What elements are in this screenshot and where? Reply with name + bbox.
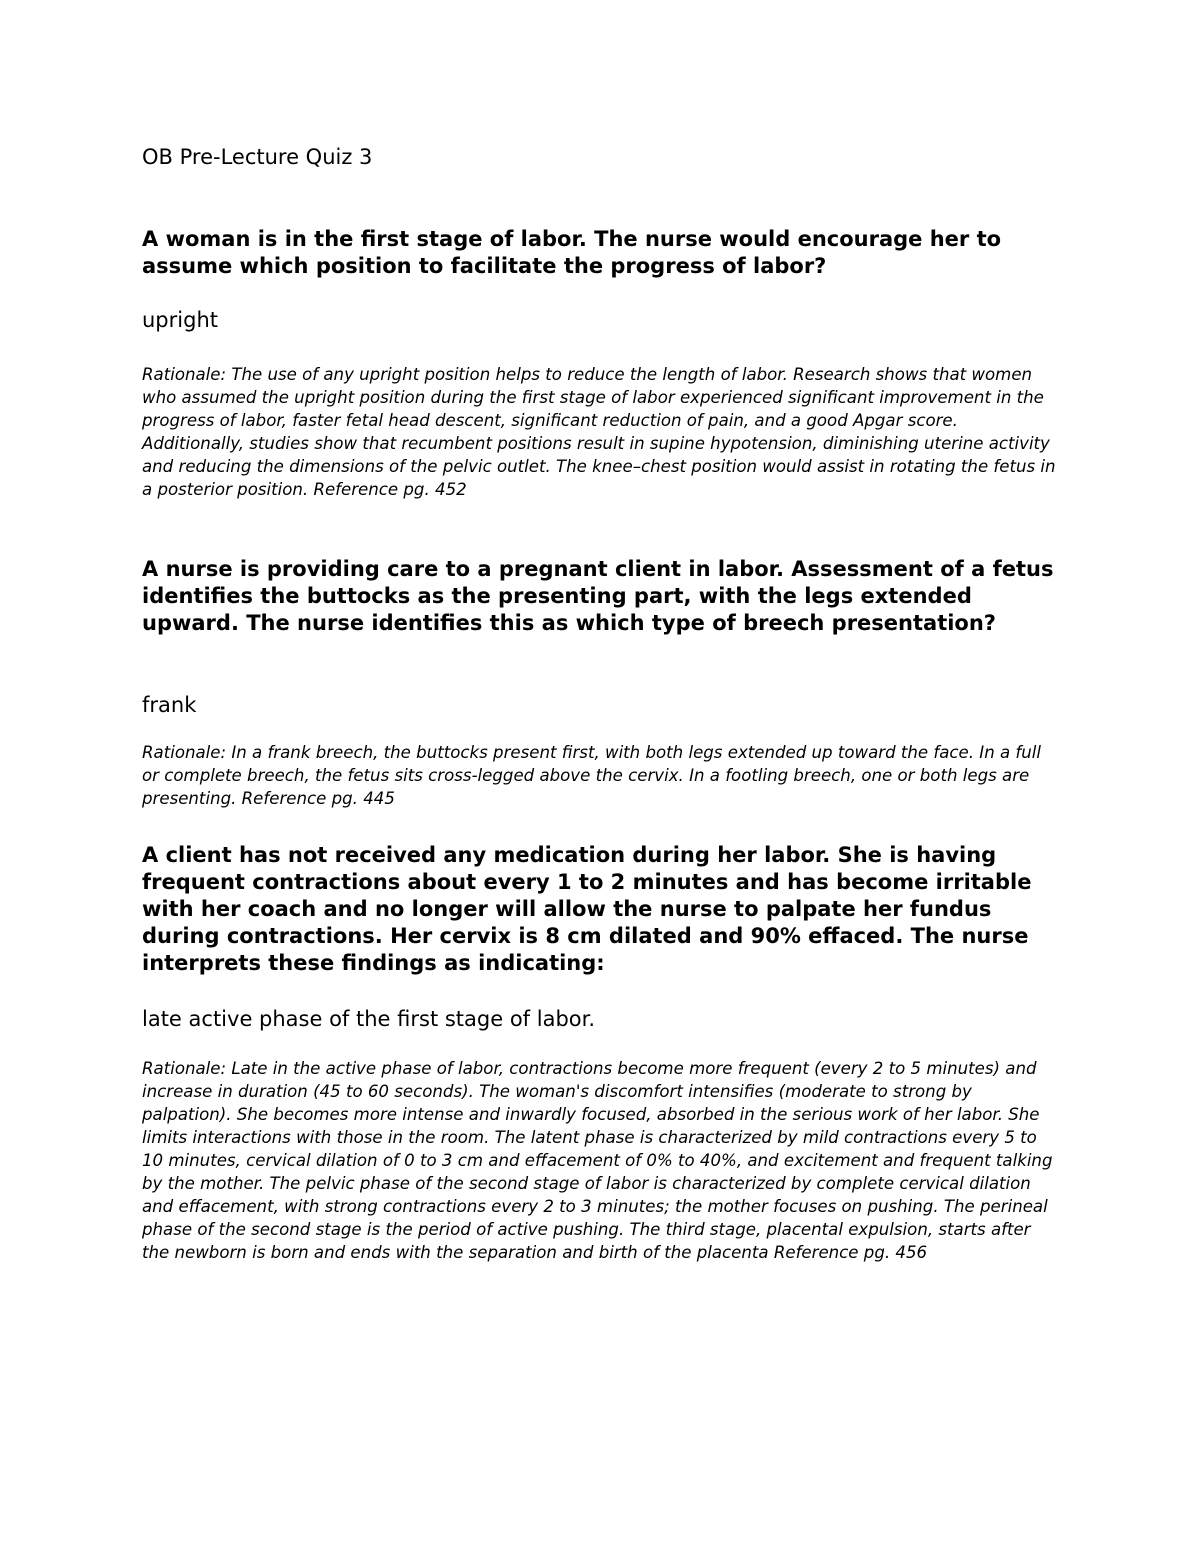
rationale-3: Rationale: Late in the active phase of labor, contractions become more frequent (every 2 to 5 minutes) and increase in duration (45 to 60 seconds). The woman's discomfort intensifies (moderate to strong by palpation). She becomes more intense and inwardly focused, absorbed in the serious work of her labor. She limits interactions with those in the room. The latent phase is characterized by mild contractions every 5 to 10 minutes, cervical dilation of 0 to 3 cm and effacement of 0% to 40%, and excitement and frequent talking by the mother. The pelvic phase of the second stage of labor is characterized by complete cervical dilation and effacement, with strong contractions every 2 to 3 minutes; the mother focuses on pushing. The perineal phase of the second stage is the period of active pushing. The third stage, placental expulsion, starts after the newborn is born and ends with the separation and birth of the placenta Reference pg. 456 [142,1059,1053,1262]
rationale-1: Rationale: The use of any upright position helps to reduce the length of labor. Research shows that women who assumed the upright position during the first stage of labor experienced significant improvement in the progress of labor, faster fetal head descent, significant reduction of pain, and a good Apgar score. Additionally, studies show that recumbent positions result in supine hypotension, diminishing uterine activity and reducing the dimensions of the pelvic outlet. The knee–chest position would assist in rotating the fetus in a posterior position. Reference pg. 452 [142,365,1056,499]
question-3: A client has not received any medication during her labor. She is having frequent contractions about every 1 to 2 minutes and has become irritable with her coach and no longer will allow the nurse to palpate her fundus during contractions. Her cervix is 8 cm dilated and 90% effaced. The nurse interprets these findings as indicating: [142,843,1032,975]
question-2: A nurse is providing care to a pregnant client in labor. Assessment of a fetus identifies the buttocks as the presenting part, with the legs extended upward. The nurse identifies this as which type of breech presentation? [142,557,1054,635]
answer-1: upright [142,308,218,332]
answer-2: frank [142,693,197,717]
document-title: OB Pre-Lecture Quiz 3 [142,145,373,169]
rationale-2: Rationale: In a frank breech, the buttocks present first, with both legs extended up toward the face. In a full or complete breech, the fetus sits cross-legged above the cervix. In a footling breech, one or both legs are presenting. Reference pg. 445 [142,743,1042,808]
question-1: A woman is in the first stage of labor. The nurse would encourage her to assume which position to facilitate the progress of labor? [142,227,1002,278]
answer-3: late active phase of the first stage of labor. [142,1007,595,1031]
